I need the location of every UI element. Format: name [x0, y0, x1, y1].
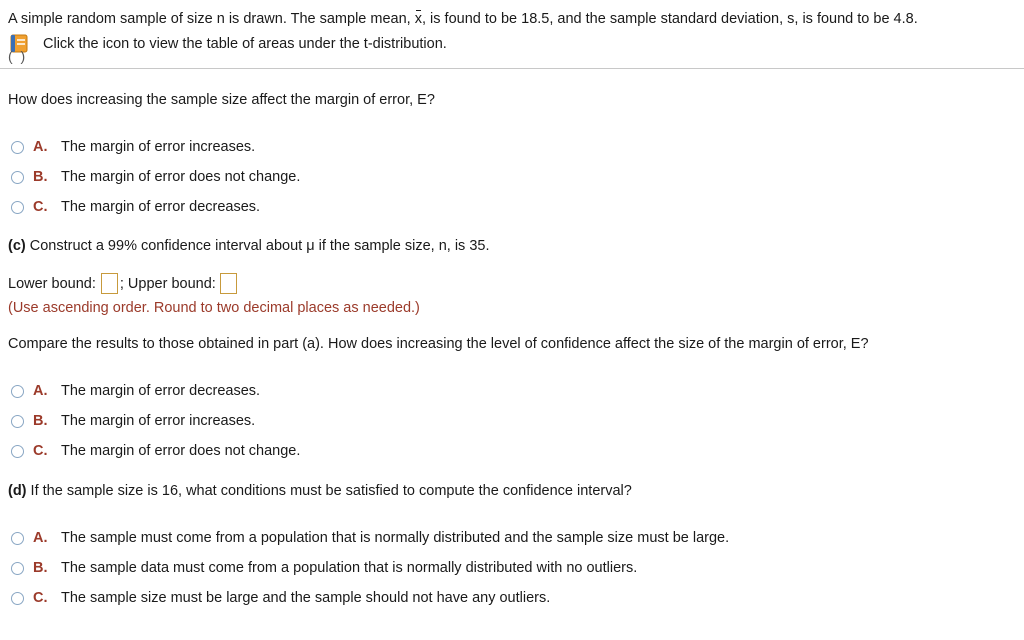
radio-button[interactable] — [11, 385, 24, 398]
problem-text-start: A simple random sample of size n is drawn. The sample mean, — [8, 11, 415, 27]
part-b-option-b[interactable] — [11, 169, 300, 185]
radio-button[interactable] — [11, 141, 24, 154]
option-text: The margin of error increases. — [61, 139, 256, 155]
radio-button[interactable] — [11, 532, 24, 545]
part-d-option-a[interactable] — [11, 530, 729, 546]
part-c-question — [8, 238, 489, 254]
compare-question: Compare the results to those obtained in part (a). How does increasing the level of confidence affect the size of the margin of error, E? — [8, 336, 869, 352]
option-letter: C. — [33, 443, 48, 459]
cutoff-text: ( ) — [8, 48, 28, 64]
option-letter: A. — [33, 383, 48, 399]
upper-bound-label: ; Upper bound: — [119, 275, 216, 292]
option-text: The sample data must come from a population that is normally distributed with no outliers. — [61, 560, 638, 576]
divider — [0, 68, 1024, 69]
option-text: The margin of error decreases. — [61, 383, 261, 399]
part-d-option-b[interactable] — [11, 560, 637, 576]
problem-text-end: , is found to be 18.5, and the sample standard deviation, s, is found to be 4.8. — [421, 11, 918, 27]
option-letter: A. — [33, 139, 48, 155]
option-letter: B. — [33, 560, 48, 576]
option-text: The margin of error does not change. — [61, 169, 301, 185]
option-letter: C. — [33, 199, 48, 215]
part-d-option-c[interactable] — [11, 590, 550, 606]
t-table-instruction: Click the icon to view the table of areas under the t-distribution. — [43, 36, 447, 52]
option-letter: B. — [33, 169, 48, 185]
lower-bound-label: Lower bound: — [8, 275, 96, 292]
radio-button[interactable] — [11, 562, 24, 575]
option-text: The sample must come from a population that is normally distributed and the sample size must be large. — [61, 530, 730, 546]
part-c-text: Construct a 99% confidence interval about μ if the sample size, n, is 35. — [25, 238, 490, 254]
part-label: (d) — [8, 483, 27, 499]
radio-button[interactable] — [11, 592, 24, 605]
radio-button[interactable] — [11, 171, 24, 184]
rounding-note: (Use ascending order. Round to two decimal places as needed.) — [8, 300, 420, 316]
option-letter: C. — [33, 590, 48, 606]
part-c-option-c[interactable] — [11, 443, 300, 459]
part-d-question — [8, 483, 632, 499]
confidence-interval-answer — [8, 273, 239, 294]
option-text: The margin of error does not change. — [61, 443, 301, 459]
part-label: (c) — [8, 238, 26, 254]
part-b-option-a[interactable] — [11, 139, 255, 155]
problem-statement — [8, 11, 918, 27]
radio-button[interactable] — [11, 415, 24, 428]
radio-button[interactable] — [11, 201, 24, 214]
t-table-row — [8, 34, 447, 54]
option-text: The sample size must be large and the sample should not have any outliers. — [61, 590, 551, 606]
option-text: The margin of error increases. — [61, 413, 256, 429]
upper-bound-input[interactable] — [220, 273, 237, 294]
radio-button[interactable] — [11, 445, 24, 458]
part-c-option-a[interactable] — [11, 383, 260, 399]
option-letter: B. — [33, 413, 48, 429]
part-b-question: How does increasing the sample size affect the margin of error, E? — [8, 92, 435, 108]
xbar-symbol: x — [414, 11, 422, 27]
option-letter: A. — [33, 530, 48, 546]
part-b-option-c[interactable] — [11, 199, 260, 215]
part-c-option-b[interactable] — [11, 413, 255, 429]
lower-bound-input[interactable] — [101, 273, 118, 294]
part-d-text: If the sample size is 16, what conditions must be satisfied to compute the confidence interval? — [26, 483, 632, 499]
option-text: The margin of error decreases. — [61, 199, 261, 215]
